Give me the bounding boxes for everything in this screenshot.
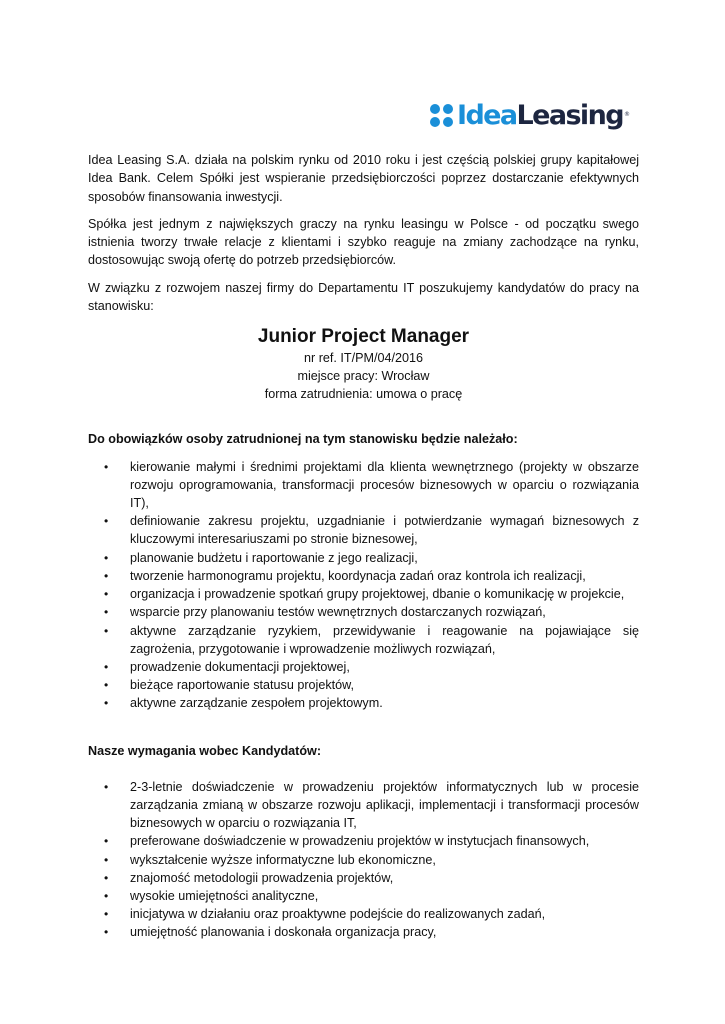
list-item: • organizacja i prowadzenie spotkań grupy projektowej, dbanie o komunikację w projekcie, — [130, 585, 639, 603]
logo-idea-text: Idea — [457, 99, 517, 131]
bullet-icon: • — [104, 852, 109, 867]
list-item: • kierowanie małymi i średnimi projektami dla klienta wewnętrznego (projekty w obszarze rozwoju oprogramowania, transformacji procesów biznesowych w oparciu o rozwiązania IT), — [104, 459, 639, 511]
work-location: miejsce pracy: Wrocław — [297, 369, 430, 384]
list-item: • umiejętność planowania i doskonała organizacja pracy, — [130, 923, 639, 941]
bullet-icon: • — [104, 907, 109, 922]
intro-paragraph-1: Idea Leasing S.A. działa na polskim rynku od 2010 roku i jest częścią polskiej grupy kapitałowej Idea Bank. Celem Spółki jest wspieranie przedsiębiorczości poprzez dostarczanie efektywnych sposobów finansowania inwestycji. — [88, 153, 639, 204]
bullet-icon: • — [104, 568, 109, 583]
list-item: • wykształcenie wyższe informatyczne lub ekonomiczne, — [130, 851, 639, 869]
list-item: • bieżące raportowanie statusu projektów, — [130, 676, 639, 694]
list-item: • wsparcie przy planowaniu testów wewnętrznych dostarczanych rozwiązań, — [130, 603, 639, 621]
idea-leasing-logo — [430, 98, 630, 132]
list-item: • preferowane doświadczenie w prowadzeniu projektów w instytucjach finansowych, — [130, 832, 639, 850]
bullet-icon: • — [104, 587, 109, 602]
list-item: • tworzenie harmonogramu projektu, koordynacja zadań oraz kontrola ich realizacji, — [130, 567, 639, 585]
position-block — [88, 325, 639, 403]
list-item: • wysokie umiejętności analityczne, — [130, 887, 639, 905]
list-item: • planowanie budżetu i raportowanie z jego realizacji, — [130, 549, 639, 567]
duties-list — [88, 458, 639, 713]
list-item: • definiowanie zakresu projektu, uzgadnianie i potwierdzanie wymagań biznesowych z kluczowymi interesariuszami po stronie biznesowej, — [104, 514, 639, 547]
bullet-icon: • — [104, 779, 109, 794]
list-item: • inicjatywa w działaniu oraz proaktywne podejście do realizowanych zadań, — [130, 905, 639, 923]
bullet-icon: • — [104, 550, 109, 565]
bullet-icon: • — [104, 659, 109, 674]
bullet-icon: • — [104, 459, 109, 474]
list-item: • aktywne zarządzanie ryzykiem, przewidywanie i reagowanie na pojawiające się zagrożenia, przygotowanie i wprowadzenie możliwych rozwiązań, — [104, 623, 639, 656]
logo-dots-icon — [430, 104, 453, 127]
reference-number: nr ref. IT/PM/04/2016 — [304, 351, 423, 366]
logo-leasing-text: Leasing — [516, 99, 623, 131]
bullet-icon: • — [104, 925, 109, 940]
list-item: • znajomość metodologii prowadzenia projektów, — [130, 869, 639, 887]
logo-wordmark — [457, 99, 630, 131]
bullet-icon: • — [104, 696, 109, 711]
document-body — [88, 151, 639, 942]
list-item: • 2-3-letnie doświadczenie w prowadzeniu projektów informatycznych lub w procesie zarządzania zmianą w obszarze rozwoju aplikacji, implementacji i transformacji procesów biznesowych w oparciu o rozwiązania IT, — [104, 779, 639, 831]
intro-paragraph-3: W związku z rozwojem naszej firmy do Departamentu IT poszukujemy kandydatów do pracy na stanowisku: — [88, 280, 639, 314]
bullet-icon: • — [104, 514, 109, 529]
bullet-icon: • — [104, 605, 109, 620]
requirements-list — [88, 778, 639, 942]
duties-heading: Do obowiązków osoby zatrudnionej na tym stanowisku będzie należało: — [88, 432, 518, 447]
employment-type: forma zatrudnienia: umowa o pracę — [264, 387, 463, 402]
registered-mark: ® — [623, 111, 630, 118]
intro-paragraph-2: Spółka jest jednym z największych graczy na rynku leasingu w Polsce - od początku swego istnienia tworzy trwałe relacje z klientami i szybko reaguje na zmiany zachodzące na rynku, dostosowując swoją ofertę do potrzeb przedsiębiorców. — [88, 216, 639, 268]
list-item: • aktywne zarządzanie zespołem projektowym. — [130, 694, 639, 712]
bullet-icon: • — [104, 834, 109, 849]
job-title: Junior Project Manager — [257, 326, 470, 348]
list-item: • prowadzenie dokumentacji projektowej, — [130, 658, 639, 676]
bullet-icon: • — [104, 889, 109, 904]
requirements-heading: Nasze wymagania wobec Kandydatów: — [88, 743, 322, 758]
bullet-icon: • — [104, 678, 109, 693]
bullet-icon: • — [104, 870, 109, 885]
bullet-icon: • — [104, 623, 109, 638]
